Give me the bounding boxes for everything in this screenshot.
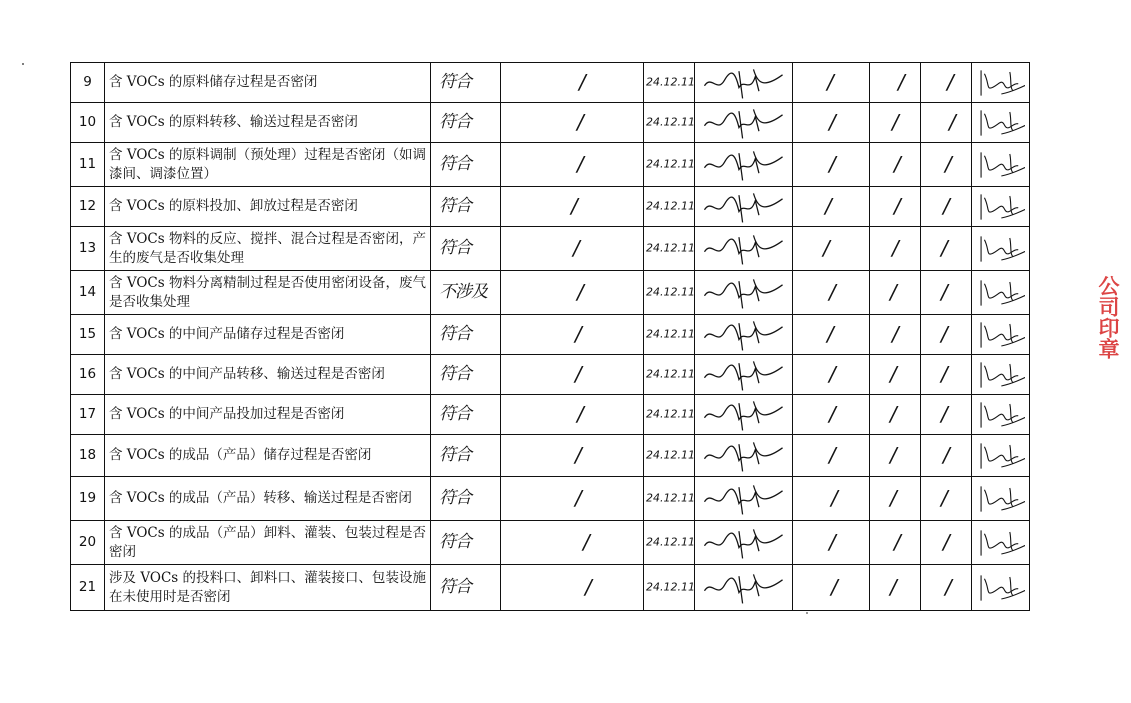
tick-mark: /	[575, 443, 582, 467]
tick-cell	[921, 187, 972, 227]
result-cell	[431, 355, 501, 395]
date-cell	[644, 103, 695, 143]
inspector-signature-icon	[699, 188, 788, 226]
tick-mark: /	[890, 575, 897, 599]
tick-mark: /	[890, 362, 897, 386]
check-item	[105, 271, 431, 315]
tick-mark: /	[949, 110, 956, 134]
handwritten-date: 24.12.11	[646, 115, 695, 129]
row-number-text: 18	[78, 447, 97, 464]
tick-cell	[501, 63, 644, 103]
inspector-signature-icon	[699, 356, 788, 394]
tick-cell	[793, 355, 870, 395]
inspector-signature-icon	[699, 146, 788, 184]
tick-mark: /	[831, 486, 838, 510]
inspection-table-sheet	[70, 62, 1029, 611]
inspector-signature-cell	[695, 435, 793, 477]
check-item-text: 涉及 VOCs 的投料口、卸料口、灌装接口、包装设施在未使用时是否密闭	[109, 570, 426, 605]
reviewer-signature-icon	[976, 230, 1025, 268]
handwritten-result: 不涉及	[439, 282, 487, 303]
reviewer-signature-cell	[972, 271, 1030, 315]
table-row	[71, 103, 1030, 143]
tick-mark: /	[941, 486, 948, 510]
result-cell	[431, 395, 501, 435]
handwritten-result: 符合	[439, 488, 471, 509]
result-cell	[431, 103, 501, 143]
tick-cell	[870, 103, 921, 143]
check-item-text: 含 VOCs 的原料转移、输送过程是否密闭	[109, 114, 358, 131]
tick-mark: /	[941, 280, 948, 304]
tick-cell	[793, 315, 870, 355]
inspector-signature-cell	[695, 315, 793, 355]
reviewer-signature-icon	[976, 146, 1025, 184]
handwritten-date: 24.12.11	[646, 580, 695, 594]
table-row	[71, 435, 1030, 477]
date-cell	[644, 395, 695, 435]
inspector-signature-icon	[699, 230, 788, 268]
inspector-signature-icon	[699, 274, 788, 312]
tick-mark: /	[890, 443, 897, 467]
result-cell	[431, 521, 501, 565]
tick-mark: /	[583, 530, 590, 554]
handwritten-date: 24.12.11	[646, 535, 695, 549]
inspector-signature-icon	[699, 480, 788, 518]
reviewer-signature-icon	[976, 396, 1025, 434]
tick-mark: /	[829, 110, 836, 134]
tick-mark: /	[945, 152, 952, 176]
handwritten-date: 24.12.11	[646, 75, 695, 89]
date-cell	[644, 435, 695, 477]
tick-mark: /	[575, 322, 582, 346]
tick-cell	[870, 477, 921, 521]
tick-mark: /	[575, 486, 582, 510]
tick-cell	[501, 521, 644, 565]
check-item	[105, 521, 431, 565]
tick-cell	[793, 187, 870, 227]
tick-cell	[501, 395, 644, 435]
date-cell	[644, 271, 695, 315]
tick-cell	[870, 435, 921, 477]
inspector-signature-cell	[695, 521, 793, 565]
inspector-signature-cell	[695, 271, 793, 315]
row-number-text: 10	[78, 114, 97, 131]
inspector-signature-cell	[695, 355, 793, 395]
result-cell	[431, 315, 501, 355]
check-item-text: 含 VOCs 的成品（产品）储存过程是否密闭	[109, 447, 372, 464]
tick-mark: /	[577, 280, 584, 304]
check-item	[105, 477, 431, 521]
tick-mark: /	[890, 486, 897, 510]
tick-cell	[870, 315, 921, 355]
stamp-text: 公司印章	[1096, 275, 1120, 359]
tick-mark: /	[945, 575, 952, 599]
tick-mark: /	[941, 402, 948, 426]
reviewer-signature-cell	[972, 565, 1030, 611]
tick-mark: /	[943, 530, 950, 554]
table-row	[71, 395, 1030, 435]
check-item-text: 含 VOCs 的原料投加、卸放过程是否密闭	[109, 198, 358, 215]
tick-mark: /	[829, 362, 836, 386]
inspector-signature-cell	[695, 103, 793, 143]
reviewer-signature-icon	[976, 356, 1025, 394]
tick-mark: /	[890, 280, 897, 304]
row-number-text: 11	[78, 156, 97, 173]
tick-mark: /	[943, 443, 950, 467]
tick-mark: /	[575, 362, 582, 386]
check-item-text: 含 VOCs 的原料储存过程是否密闭	[109, 74, 318, 91]
tick-cell	[501, 435, 644, 477]
check-item-text: 含 VOCs 的成品（产品）转移、输送过程是否密闭	[109, 490, 412, 507]
handwritten-date: 24.12.11	[646, 491, 695, 505]
check-item-text: 含 VOCs 的中间产品投加过程是否密闭	[109, 406, 345, 423]
handwritten-date: 24.12.11	[646, 241, 695, 255]
tick-cell	[793, 565, 870, 611]
row-number	[71, 227, 105, 271]
row-number-text: 13	[78, 240, 97, 257]
row-number-text: 21	[78, 579, 97, 596]
table-row	[71, 477, 1030, 521]
row-number	[71, 143, 105, 187]
row-number	[71, 395, 105, 435]
tick-cell	[793, 435, 870, 477]
tick-mark: /	[829, 152, 836, 176]
check-item-text: 含 VOCs 的成品（产品）卸料、灌装、包装过程是否密闭	[109, 525, 426, 560]
tick-mark: /	[573, 236, 580, 260]
reviewer-signature-cell	[972, 227, 1030, 271]
tick-cell	[501, 477, 644, 521]
table-row	[71, 355, 1030, 395]
table-row	[71, 227, 1030, 271]
row-number-text: 15	[78, 326, 97, 343]
reviewer-signature-cell	[972, 355, 1030, 395]
check-item	[105, 227, 431, 271]
reviewer-signature-cell	[972, 435, 1030, 477]
row-number	[71, 103, 105, 143]
tick-cell	[501, 187, 644, 227]
date-cell	[644, 477, 695, 521]
reviewer-signature-cell	[972, 395, 1030, 435]
tick-cell	[870, 271, 921, 315]
table-row	[71, 271, 1030, 315]
reviewer-signature-cell	[972, 63, 1030, 103]
handwritten-date: 24.12.11	[646, 285, 695, 299]
check-item	[105, 355, 431, 395]
check-item	[105, 187, 431, 227]
tick-cell	[870, 521, 921, 565]
handwritten-date: 24.12.11	[646, 327, 695, 341]
tick-cell	[793, 63, 870, 103]
inspector-signature-icon	[699, 569, 788, 607]
tick-mark: /	[577, 110, 584, 134]
tick-cell	[921, 63, 972, 103]
tick-mark: /	[829, 280, 836, 304]
tick-cell	[921, 103, 972, 143]
tick-cell	[921, 227, 972, 271]
row-number-text: 17	[78, 406, 97, 423]
reviewer-signature-cell	[972, 477, 1030, 521]
tick-cell	[793, 227, 870, 271]
result-cell	[431, 227, 501, 271]
tick-cell	[793, 521, 870, 565]
row-number	[71, 271, 105, 315]
tick-mark: /	[829, 530, 836, 554]
tick-cell	[921, 355, 972, 395]
check-item-text: 含 VOCs 的原料调制（预处理）过程是否密闭（如调漆间、调漆位置）	[109, 147, 426, 182]
tick-cell	[501, 143, 644, 187]
tick-mark: /	[827, 322, 834, 346]
date-cell	[644, 355, 695, 395]
date-cell	[644, 521, 695, 565]
inspector-signature-icon	[699, 316, 788, 354]
tick-mark: /	[894, 152, 901, 176]
check-item	[105, 395, 431, 435]
row-number-text: 14	[78, 284, 97, 301]
reviewer-signature-cell	[972, 521, 1030, 565]
inspector-signature-icon	[699, 437, 788, 475]
tick-mark: /	[943, 194, 950, 218]
reviewer-signature-cell	[972, 315, 1030, 355]
result-cell	[431, 187, 501, 227]
handwritten-date: 24.12.11	[646, 157, 695, 171]
tick-cell	[870, 395, 921, 435]
inspector-signature-cell	[695, 565, 793, 611]
tick-mark: /	[825, 194, 832, 218]
tick-mark: /	[827, 70, 834, 94]
tick-cell	[793, 477, 870, 521]
tick-cell	[870, 565, 921, 611]
handwritten-result: 符合	[439, 532, 471, 553]
handwritten-date: 24.12.11	[646, 448, 695, 462]
check-item	[105, 103, 431, 143]
red-seal-stamp	[1097, 252, 1123, 382]
tick-cell	[870, 227, 921, 271]
check-item-text: 含 VOCs 的中间产品储存过程是否密闭	[109, 326, 345, 343]
tick-cell	[921, 315, 972, 355]
tick-cell	[921, 477, 972, 521]
date-cell	[644, 143, 695, 187]
tick-cell	[793, 271, 870, 315]
result-cell	[431, 63, 501, 103]
inspector-signature-cell	[695, 187, 793, 227]
reviewer-signature-cell	[972, 103, 1030, 143]
row-number	[71, 477, 105, 521]
handwritten-result: 符合	[439, 196, 471, 217]
tick-mark: /	[892, 322, 899, 346]
tick-cell	[501, 355, 644, 395]
inspector-signature-cell	[695, 395, 793, 435]
row-number-text: 19	[78, 490, 97, 507]
inspector-signature-icon	[699, 64, 788, 102]
tick-mark: /	[941, 362, 948, 386]
date-cell	[644, 565, 695, 611]
check-item-text: 含 VOCs 物料分离精制过程是否使用密闭设备，废气是否收集处理	[109, 275, 426, 310]
tick-mark: /	[892, 236, 899, 260]
reviewer-signature-icon	[976, 524, 1025, 562]
tick-cell	[870, 63, 921, 103]
check-item-text: 含 VOCs 物料的反应、搅拌、混合过程是否密闭，产生的废气是否收集处理	[109, 231, 426, 266]
handwritten-date: 24.12.11	[646, 407, 695, 421]
handwritten-result: 符合	[439, 112, 471, 133]
row-number	[71, 315, 105, 355]
table-row	[71, 143, 1030, 187]
table-row	[71, 315, 1030, 355]
handwritten-result: 符合	[439, 238, 471, 259]
reviewer-signature-icon	[976, 316, 1025, 354]
reviewer-signature-icon	[976, 188, 1025, 226]
reviewer-signature-icon	[976, 569, 1025, 607]
tick-mark: /	[829, 443, 836, 467]
table-row	[71, 565, 1030, 611]
tick-mark: /	[890, 402, 897, 426]
check-item	[105, 565, 431, 611]
row-number-text: 20	[78, 534, 97, 551]
date-cell	[644, 63, 695, 103]
tick-mark: /	[941, 236, 948, 260]
date-cell	[644, 227, 695, 271]
table-row	[71, 521, 1030, 565]
reviewer-signature-cell	[972, 143, 1030, 187]
tick-mark: /	[577, 152, 584, 176]
tick-mark: /	[941, 322, 948, 346]
check-item	[105, 315, 431, 355]
row-number	[71, 565, 105, 611]
tick-mark: /	[892, 110, 899, 134]
tick-cell	[870, 355, 921, 395]
inspector-signature-cell	[695, 227, 793, 271]
speck	[22, 63, 24, 65]
result-cell	[431, 271, 501, 315]
check-item	[105, 63, 431, 103]
handwritten-result: 符合	[439, 364, 471, 385]
handwritten-result: 符合	[439, 404, 471, 425]
date-cell	[644, 187, 695, 227]
tick-cell	[921, 395, 972, 435]
tick-cell	[501, 271, 644, 315]
row-number	[71, 521, 105, 565]
tick-mark: /	[947, 70, 954, 94]
check-item	[105, 143, 431, 187]
inspector-signature-icon	[699, 396, 788, 434]
handwritten-result: 符合	[439, 154, 471, 175]
reviewer-signature-icon	[976, 64, 1025, 102]
result-cell	[431, 565, 501, 611]
handwritten-result: 符合	[439, 324, 471, 345]
tick-cell	[793, 395, 870, 435]
result-cell	[431, 435, 501, 477]
tick-cell	[921, 565, 972, 611]
tick-cell	[501, 565, 644, 611]
check-item-text: 含 VOCs 的中间产品转移、输送过程是否密闭	[109, 366, 385, 383]
tick-cell	[921, 435, 972, 477]
row-number	[71, 435, 105, 477]
reviewer-signature-icon	[976, 104, 1025, 142]
tick-mark: /	[898, 70, 905, 94]
tick-mark: /	[831, 575, 838, 599]
result-cell	[431, 143, 501, 187]
inspector-signature-cell	[695, 63, 793, 103]
reviewer-signature-icon	[976, 274, 1025, 312]
tick-cell	[793, 103, 870, 143]
check-item	[105, 435, 431, 477]
handwritten-date: 24.12.11	[646, 367, 695, 381]
handwritten-result: 符合	[439, 445, 471, 466]
tick-cell	[921, 143, 972, 187]
inspector-signature-icon	[699, 524, 788, 562]
speck	[806, 612, 808, 614]
reviewer-signature-icon	[976, 437, 1025, 475]
row-number-text: 16	[78, 366, 97, 383]
tick-mark: /	[894, 194, 901, 218]
tick-cell	[870, 187, 921, 227]
inspector-signature-icon	[699, 104, 788, 142]
table-row	[71, 187, 1030, 227]
inspector-signature-cell	[695, 477, 793, 521]
row-number	[71, 355, 105, 395]
tick-cell	[501, 227, 644, 271]
row-number-text: 12	[78, 198, 97, 215]
row-number-text: 9	[83, 74, 92, 91]
handwritten-result: 符合	[439, 577, 471, 598]
handwritten-result: 符合	[439, 72, 471, 93]
row-number	[71, 63, 105, 103]
tick-cell	[501, 315, 644, 355]
tick-mark: /	[577, 402, 584, 426]
table-row	[71, 63, 1030, 103]
result-cell	[431, 477, 501, 521]
date-cell	[644, 315, 695, 355]
tick-cell	[921, 271, 972, 315]
tick-mark: /	[579, 70, 586, 94]
inspector-signature-cell	[695, 143, 793, 187]
tick-cell	[921, 521, 972, 565]
tick-mark: /	[571, 194, 578, 218]
tick-cell	[501, 103, 644, 143]
handwritten-date: 24.12.11	[646, 199, 695, 213]
row-number	[71, 187, 105, 227]
inspection-table	[70, 62, 1030, 611]
tick-mark: /	[823, 236, 830, 260]
tick-cell	[870, 143, 921, 187]
tick-cell	[793, 143, 870, 187]
tick-mark: /	[585, 575, 592, 599]
reviewer-signature-cell	[972, 187, 1030, 227]
tick-mark: /	[894, 530, 901, 554]
tick-mark: /	[829, 402, 836, 426]
reviewer-signature-icon	[976, 480, 1025, 518]
